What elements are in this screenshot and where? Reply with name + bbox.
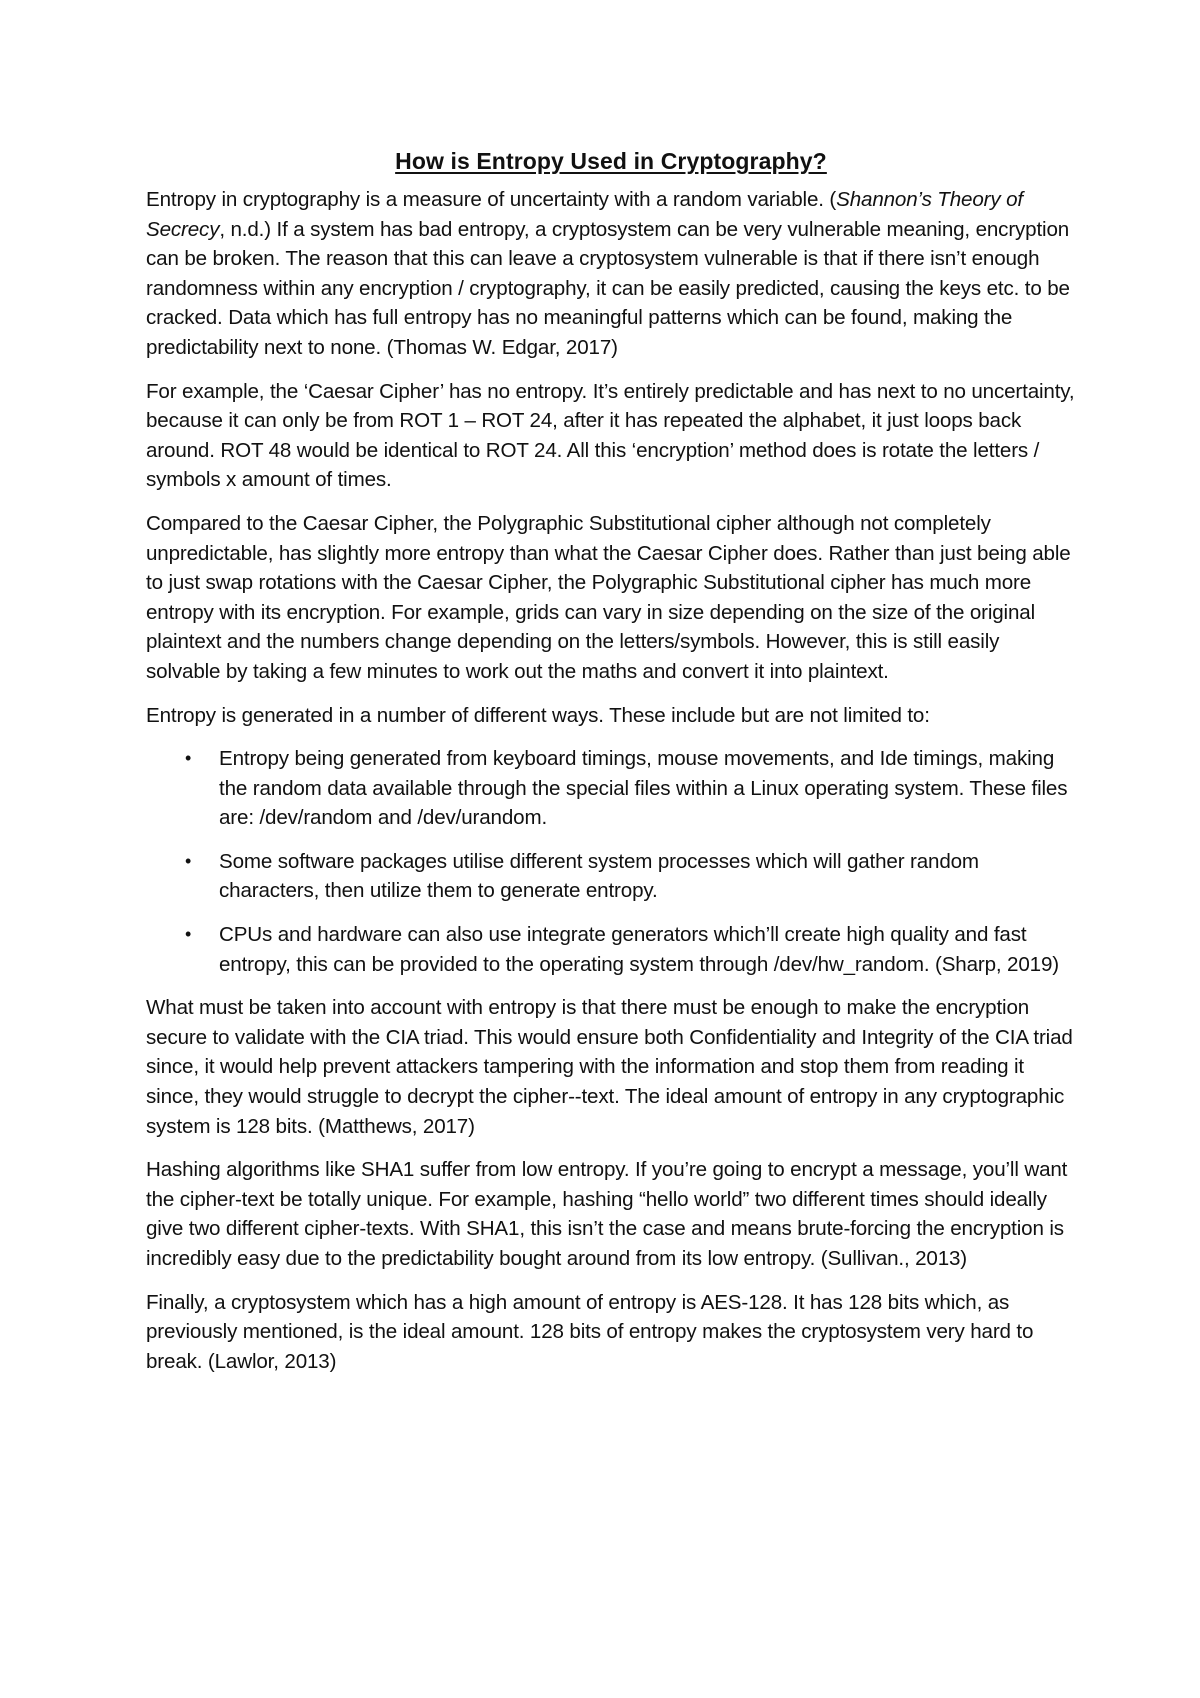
citation-title: Shannon’s Theory of Secrecy: [146, 188, 1023, 241]
list-item-text: Some software packages utilise different system processes which will gather random characters, then utilize them to generate entropy.: [219, 849, 979, 903]
paragraph-polygraphic-cipher: Compared to the Caesar Cipher, the Polygraphic Substitutional cipher although not completely unpredictable, has slightly more entropy than what the Caesar Cipher does. Rather than just being able to just swap rotations with the Caesar Cipher, the Polygraphic Substitutional cipher has much more entropy with its encryption. For example, grids can vary in size depending on the size of the original plaintext and the numbers change depending on the letters/symbols. However, this is still easily solvable by taking a few minutes to work out the maths and convert it into plaintext.: [146, 511, 1071, 683]
document-page: [146, 146, 1076, 1390]
paragraph-entropy-generation: Entropy is generated in a number of different ways. These include but are not limited to:: [146, 703, 930, 727]
bullet-icon: •: [185, 924, 192, 945]
paragraph-text: Entropy in cryptography is a measure of uncertainty with a random variable. (: [146, 188, 837, 211]
paragraph-hashing: Hashing algorithms like SHA1 suffer from low entropy. If you’re going to encrypt a message, you’ll want the cipher-text be totally unique. For example, hashing “hello world” two different times should ideally give two different cipher-texts. With SHA1, this isn’t the case and means brute-forcing the encryption is incredibly easy due to the predictability bought around from its low entropy. (Sullivan., 2013): [146, 1158, 1068, 1270]
bullet-list: [146, 744, 1076, 979]
list-item-text: Entropy being generated from keyboard timings, mouse movements, and Ide timings, making the random data available through the special files within a Linux operating system. These files are: /dev/random and /dev/urandom.: [219, 747, 1068, 830]
paragraph-cia-triad: What must be taken into account with entropy is that there must be enough to make the encryption secure to validate with the CIA triad. This would ensure both Confidentiality and Integrity of the CIA triad since, it would help prevent attackers tampering with the information and stop them from reading it since, they would struggle to decrypt the cipher--text. The ideal amount of entropy in any cryptographic system is 128 bits. (Matthews, 2017): [146, 996, 1073, 1138]
list-item: [146, 920, 1076, 979]
paragraph-aes-128: Finally, a cryptosystem which has a high amount of entropy is AES-128. It has 128 bits which, as previously mentioned, is the ideal amount. 128 bits of entropy makes the cryptosystem very hard to break. (Lawlor, 2013): [146, 1290, 1034, 1373]
paragraph-text: , n.d.) If a system has bad entropy, a cryptosystem can be very vulnerable meaning, encryption can be broken. The reason that this can leave a cryptosystem vulnerable is that if there isn’t enough randomness within any encryption / cryptography, it can be easily predicted, causing the keys etc. to be cracked. Data which has full entropy has no meaningful patterns which can be found, making the predictability next to none. (Thomas W. Edgar, 2017): [146, 217, 1070, 359]
paragraph-caesar-cipher: For example, the ‘Caesar Cipher’ has no entropy. It’s entirely predictable and has next to no uncertainty, because it can only be from ROT 1 – ROT 24, after it has repeated the alphabet, it just loops back around. ROT 48 would be identical to ROT 24. All this ‘encryption’ method does is rotate the letters / symbols x amount of times.: [146, 379, 1075, 492]
document-title: How is Entropy Used in Cryptography?: [395, 148, 827, 174]
paragraph-entropy-definition: [146, 185, 1076, 363]
bullet-icon: •: [185, 850, 192, 871]
list-item: [146, 744, 1076, 833]
bullet-icon: •: [185, 748, 192, 769]
list-item-text: CPUs and hardware can also use integrate generators which’ll create high quality and fast entropy, this can be provided to the operating system through /dev/hw_random. (Sharp, 2019): [219, 923, 1059, 976]
list-item: [146, 847, 1076, 906]
